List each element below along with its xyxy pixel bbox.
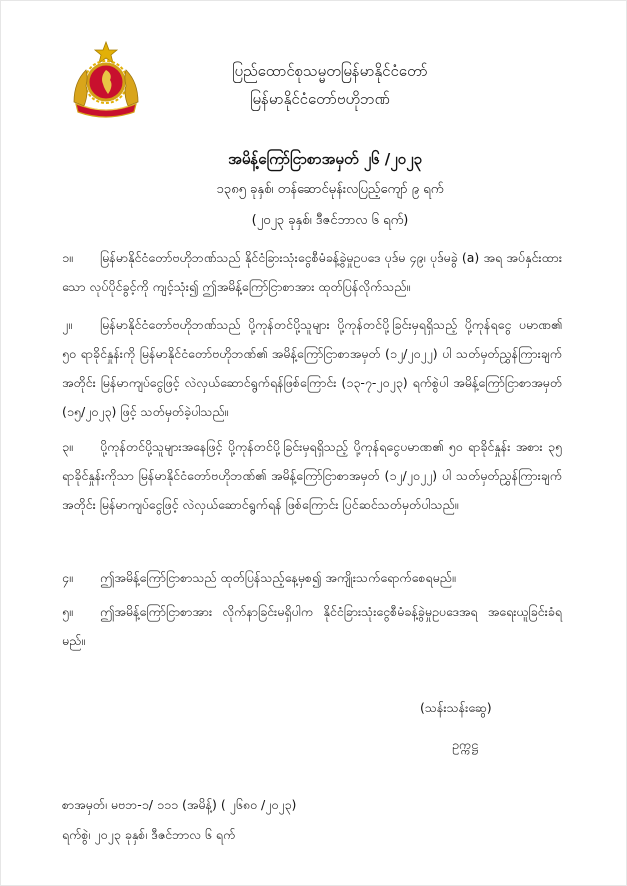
paragraph-5 (62, 597, 562, 655)
date-gregorian: (၂၀၂၃ ခုနှစ်၊ ဒီဇင်ဘာလ ၆ ရက်) (251, 213, 409, 228)
reference-number: စာအမှတ်၊ မဗဘ-၁/ ၁၁၁ (အမိန့်) ( ၂၆၈၀ /၂၀၂၃) (62, 797, 297, 812)
paragraph-number: ၃။ (62, 439, 73, 454)
state-seal-icon (70, 40, 142, 118)
paragraph-4 (62, 563, 562, 592)
header-bank-name: မြန်မာနိုင်ငံတော်ဗဟိုဘဏ် (250, 90, 390, 108)
header-country-name: ပြည်ထောင်စုသမ္မတမြန်မာနိုင်ငံတော် (232, 62, 428, 80)
paragraph-text: မြန်မာနိုင်ငံတော်ဗဟိုဘဏ်သည် ပို့ကုန်တင်ပို့သူများ ပို့ကုန်တင်ပို့ခြင်းမှရရှိသည့် ပို့ကုန်ရငွေ ပမာဏ၏ ၅၀ ရာခိုင်နှုန်းကို မြန်မာနိုင်ငံတော်ဗဟိုဘဏ်၏ အမိန့်ကြော်ငြာစာအမှတ် (၁၂/၂၀၂၂) ပါ သတ်မှတ်ညွှန်ကြားချက်အတိုင်း မြန်မာကျပ်ငွေဖြင့် လဲလှယ်ဆောင်ရွက်ရန်ဖြစ်ကြောင်း (၁၃-၇-၂၀၂၃) ရက်စွဲပါ အမိန့်ကြော်ငြာစာအမှတ် (၁၅/၂၀၂၃) ဖြင့် သတ်မှတ်ခဲ့ပါသည်။ (62, 317, 562, 419)
paragraph-number: ၅။ (62, 604, 73, 619)
paragraph-1 (62, 243, 562, 301)
paragraph-text: ပို့ကုန်တင်ပို့သူများအနေဖြင့် ပို့ကုန်တင်ပို့ခြင်းမှရရှိသည့် ပို့ကုန်ရငွေပမာဏ၏ ၅၀ ရာခိုင်နှုန်း အစား ၃၅ ရာခိုင်နှုန်းကိုသာ မြန်မာနိုင်ငံတော်ဗဟိုဘဏ်၏ အမိန့်ကြော်ငြာစာအမှတ် (၁၂/၂၀၂၂) ပါ သတ်မှတ်ညွှန်ကြားချက်အတိုင်း မြန်မာကျပ်ငွေဖြင့် လဲလှယ်ဆောင်ရွက်ရန် ဖြစ်ကြောင်း ပြင်ဆင်သတ်မှတ်ပါသည်။ (62, 439, 562, 512)
paragraph-text: ဤအမိန့်ကြော်ငြာစာသည် ထုတ်ပြန်သည့်နေ့မှစ၍ အကျိုးသက်ရောက်စေရမည်။ (100, 570, 456, 585)
paragraph-number: ၂။ (62, 317, 72, 332)
signatory-name: (သန်းသန်းဆွေ) (420, 700, 492, 715)
reference-date: ရက်စွဲ၊ ၂၀၂၃ ခုနှစ်၊ ဒီဇင်ဘာလ ၆ ရက် (62, 827, 236, 842)
paragraph-text: ဤအမိန့်ကြော်ငြာစာအား လိုက်နာခြင်းမရှိပါက နိုင်ငံခြားသုံးငွေစီမံခန့်ခွဲမှုဥပဒေအရ အရေးယူခြင်းခံရမည်။ (62, 604, 562, 648)
paragraph-number: ၁။ (62, 250, 73, 265)
page-title: အမိန့်ကြော်ငြာစာအမှတ် ၂၆ /၂၀၂၃ (228, 150, 422, 168)
date-myanmar-calendar: ၁၃၈၅ ခုနှစ်၊ တန်ဆောင်မုန်းလပြည့်ကျော် ၉ ရက် (216, 182, 444, 197)
paragraph-3 (62, 432, 562, 519)
paragraph-number: ၄။ (62, 570, 73, 585)
signatory-title: ဥက္ကဋ္ဌ (452, 737, 478, 752)
paragraph-2 (62, 310, 562, 426)
paragraph-text: မြန်မာနိုင်ငံတော်ဗဟိုဘဏ်သည် နိုင်ငံခြားသုံးငွေစီမံခန့်ခွဲမှုဥပဒေ ပုဒ်မ ၄၉၊ ပုဒ်မခွဲ (a) အရ အပ်နှင်းထားသော လုပ်ပိုင်ခွင့်ကို ကျင့်သုံး၍ ဤအမိန့်ကြော်ငြာစာအား ထုတ်ပြန်လိုက်သည်။ (62, 250, 562, 294)
